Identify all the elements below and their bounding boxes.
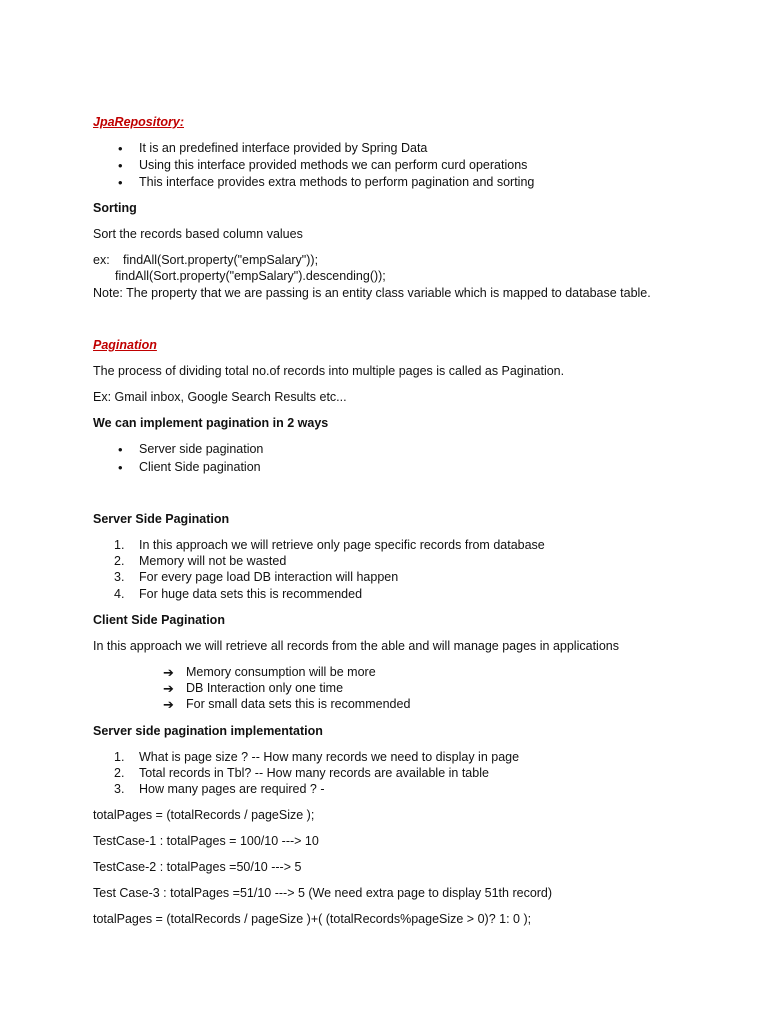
implementation-heading: Server side pagination implementation <box>93 724 323 738</box>
sorting-note: Note: The property that we are passing is an entity class variable which is mapped to database table. <box>93 286 651 300</box>
client-side-point <box>163 681 344 696</box>
list-number: 4. <box>114 587 125 601</box>
sorting-example-label: ex: <box>93 253 110 267</box>
server-side-item-text: Memory will not be wasted <box>139 554 287 568</box>
client-side-heading: Client Side Pagination <box>93 613 225 627</box>
client-side-point-text: Memory consumption will be more <box>186 665 376 679</box>
implementation-item-text: What is page size ? -- How many records we need to display in page <box>139 750 520 764</box>
server-side-item <box>114 570 399 585</box>
formula-final: totalPages = (totalRecords / pageSize )+( (totalRecords%pageSize > 0)? 1: 0 ); <box>93 912 532 926</box>
jparepository-heading: JpaRepository: <box>93 115 184 129</box>
arrow-right-icon: ➔ <box>163 665 174 680</box>
client-side-point <box>163 665 376 680</box>
implementation-item-text: How many pages are required ? - <box>139 782 325 796</box>
server-side-item <box>114 538 545 553</box>
client-side-point <box>163 697 411 712</box>
jpa-bullet-item: • This interface provides extra methods to perform pagination and sorting <box>139 175 534 190</box>
test-case: Test Case-3 : totalPages =51/10 ---> 5 (We need extra page to display 51th record) <box>93 886 553 900</box>
jpa-bullet-item: • It is an predefined interface provided by Spring Data <box>139 141 427 156</box>
sorting-example-code: findAll(Sort.property("empSalary")); <box>123 253 319 267</box>
test-case: TestCase-2 : totalPages =50/10 ---> 5 <box>93 860 302 874</box>
client-side-description: In this approach we will retrieve all records from the able and will manage pages in applications <box>93 639 619 653</box>
list-number: 2. <box>114 554 125 568</box>
formula-basic: totalPages = (totalRecords / pageSize ); <box>93 808 315 822</box>
arrow-right-icon: ➔ <box>163 697 174 712</box>
pagination-heading: Pagination <box>93 338 157 352</box>
pagination-example: Ex: Gmail inbox, Google Search Results etc... <box>93 390 347 404</box>
server-side-item-text: For huge data sets this is recommended <box>139 587 363 601</box>
pagination-type-item: • Client Side pagination <box>139 460 261 475</box>
pagination-type-item: • Server side pagination <box>139 442 263 457</box>
pagination-description: The process of dividing total no.of records into multiple pages is called as Pagination. <box>93 364 565 378</box>
list-number: 1. <box>114 750 125 764</box>
server-side-item-text: In this approach we will retrieve only page specific records from database <box>139 538 545 552</box>
implementation-item-text: Total records in Tbl? -- How many records are available in table <box>139 766 489 780</box>
arrow-right-icon: ➔ <box>163 681 174 696</box>
sorting-description: Sort the records based column values <box>93 227 303 241</box>
list-number: 3. <box>114 782 125 796</box>
server-side-item <box>114 554 287 569</box>
implementation-item <box>114 782 325 797</box>
implementation-item <box>114 750 520 765</box>
jpa-bullet-item: • Using this interface provided methods we can perform curd operations <box>139 158 527 173</box>
pagination-ways: We can implement pagination in 2 ways <box>93 416 329 430</box>
sorting-heading: Sorting <box>93 201 137 215</box>
server-side-item <box>114 587 363 602</box>
client-side-point-text: DB Interaction only one time <box>186 681 344 695</box>
list-number: 3. <box>114 570 125 584</box>
client-side-point-text: For small data sets this is recommended <box>186 697 411 711</box>
list-number: 2. <box>114 766 125 780</box>
server-side-item-text: For every page load DB interaction will happen <box>139 570 399 584</box>
server-side-heading: Server Side Pagination <box>93 512 230 526</box>
implementation-item <box>114 766 489 781</box>
test-case: TestCase-1 : totalPages = 100/10 ---> 10 <box>93 834 319 848</box>
list-number: 1. <box>114 538 125 552</box>
sorting-example-code: findAll(Sort.property("empSalary").descending()); <box>115 269 386 283</box>
